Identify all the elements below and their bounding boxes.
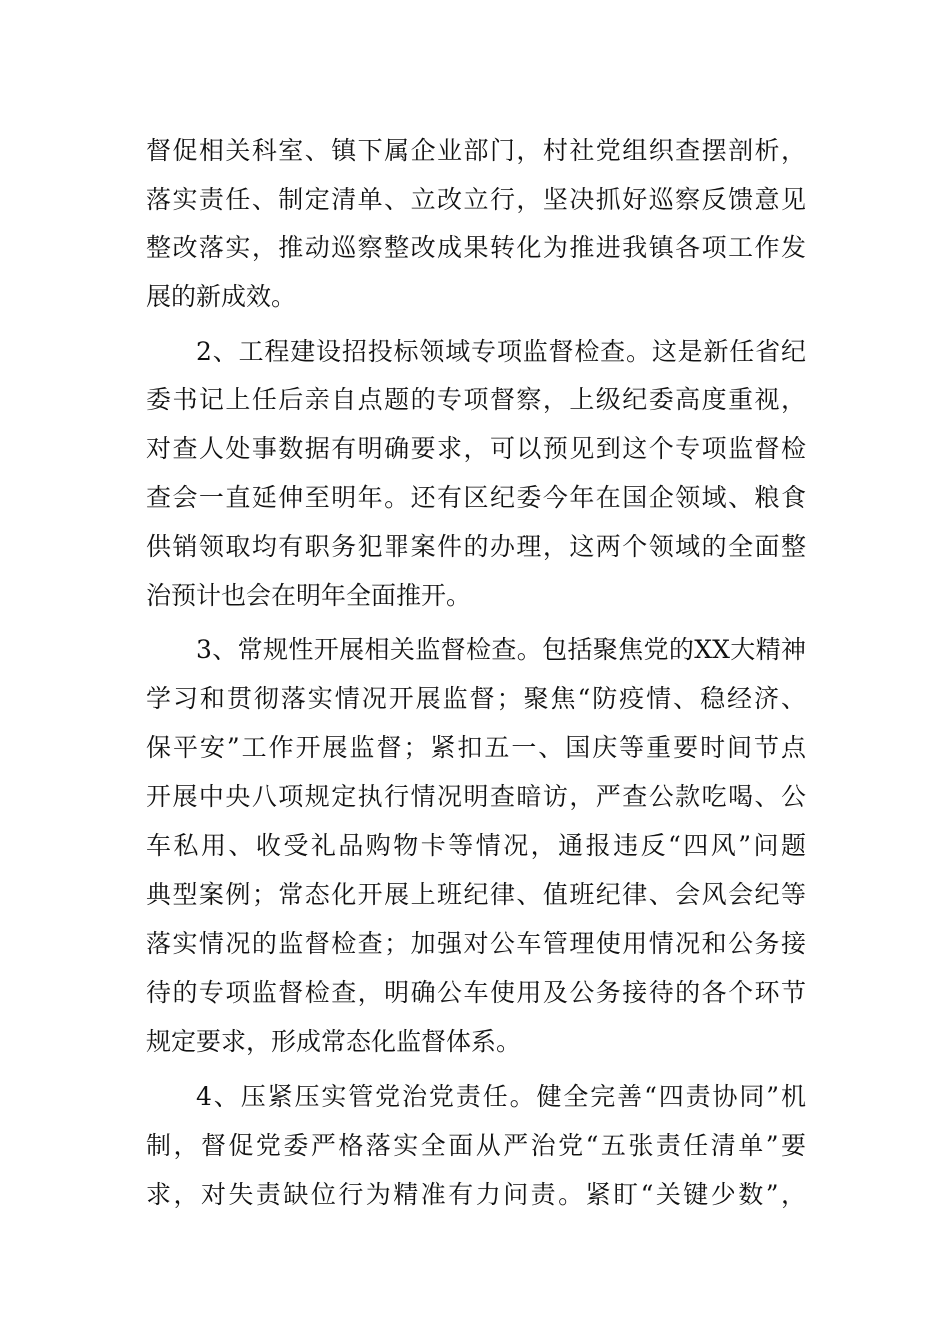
text-line: 制，督促党委严格落实全面从严治党“五张责任清单”要 [146, 1131, 806, 1160]
text-line: 治预计也会在明年全面推开。 [146, 581, 472, 610]
text-line: 展的新成效。 [146, 282, 297, 311]
text-line: 查会一直延伸至明年。还有区纪委今年在国企领域、粮食 [146, 483, 806, 512]
text-line: 求，对失责缺位行为精准有力问责。紧盯“关键少数”， [146, 1180, 806, 1209]
paragraph-first-line: 2、工程建设招投标领域专项监督检查。这是新任省纪 [196, 337, 806, 366]
text-line: 对查人处事数据有明确要求，可以预见到这个专项监督检 [146, 434, 806, 463]
text-line: 督促相关科室、镇下属企业部门，村社党组织查摆剖析， [146, 136, 806, 165]
paragraph-first-line: 4、压紧压实管党治党责任。健全完善“四责协同”机 [196, 1082, 806, 1111]
text-line: 典型案例；常态化开展上班纪律、值班纪律、会风会纪等 [146, 880, 806, 909]
text-line: 规定要求，形成常态化监督体系。 [146, 1027, 522, 1056]
text-line: 落实责任、制定清单、立改立行，坚决抓好巡察反馈意见 [146, 185, 806, 214]
text-line: 委书记上任后亲自点题的专项督察，上级纪委高度重视， [146, 385, 806, 414]
text-line: 待的专项监督检查，明确公车使用及公务接待的各个环节 [146, 978, 806, 1007]
text-line: 开展中央八项规定执行情况明查暗访，严查公款吃喝、公 [146, 782, 806, 811]
text-line: 学习和贯彻落实情况开展监督；聚焦“防疫情、稳经济、 [146, 684, 806, 713]
text-line: 供销领取均有职务犯罪案件的办理，这两个领域的全面整 [146, 532, 806, 561]
text-line: 落实情况的监督检查；加强对公车管理使用情况和公务接 [146, 929, 806, 958]
text-line: 车私用、收受礼品购物卡等情况，通报违反“四风”问题 [146, 831, 806, 860]
paragraph-first-line: 3、常规性开展相关监督检查。包括聚焦党的XX大精神 [196, 635, 806, 664]
text-line: 保平安”工作开展监督；紧扣五一、国庆等重要时间节点 [146, 733, 806, 762]
text-line: 整改落实，推动巡察整改成果转化为推进我镇各项工作发 [146, 233, 806, 262]
